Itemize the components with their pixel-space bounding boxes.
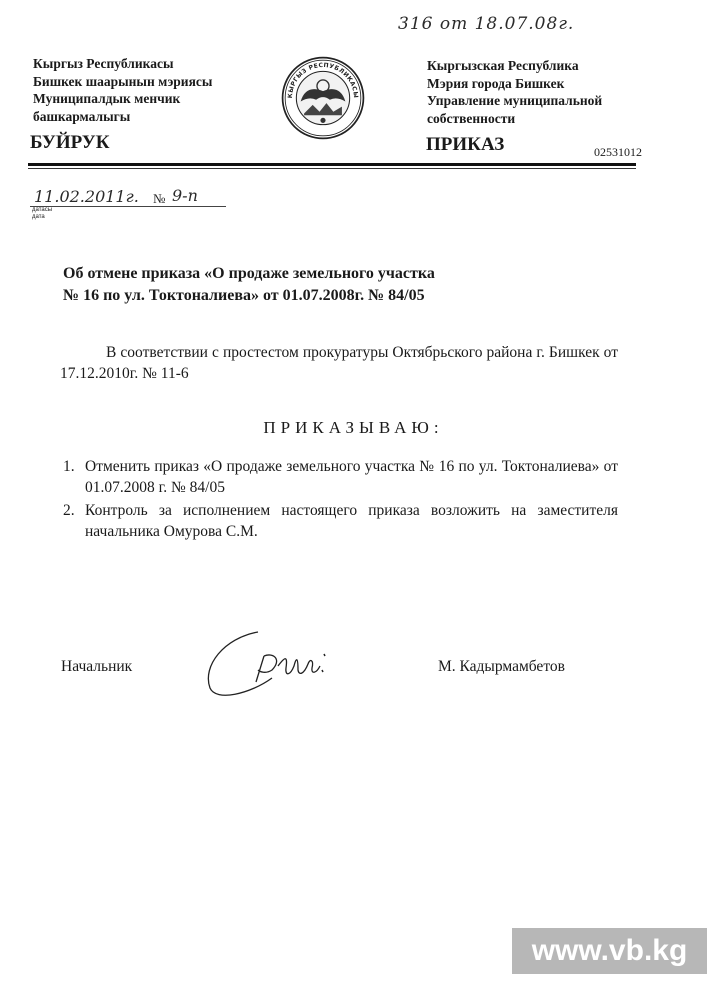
- signature-icon: [198, 618, 348, 708]
- signatory-name: М. Кадырмамбетов: [438, 658, 565, 675]
- order-title-line: Об отмене приказа «О продаже земельного участка: [63, 265, 435, 282]
- preamble-paragraph: В соответствии с простестом прокуратуры Октябрьского района г. Бишкек от 17.12.2010г. № 11-6: [60, 344, 618, 382]
- header-ru-line: Мэрия города Бишкек: [427, 75, 565, 91]
- header-ky-line: Бишкек шаарынын мэриясы: [33, 73, 213, 89]
- order-items: [63, 456, 618, 544]
- order-item: [63, 456, 618, 498]
- date-caption: [32, 207, 52, 221]
- doc-type-russian: ПРИКАЗ: [426, 134, 505, 155]
- date-underline: [30, 206, 226, 207]
- order-date: 11.02.2011г.: [34, 187, 139, 206]
- item-text: Контроль за исполнением настоящего приказа возложить на заместителя начальника Омурова С.М.: [85, 502, 618, 540]
- header-russian: [427, 57, 602, 127]
- number-sign: №: [153, 191, 166, 206]
- date-label-ru: дата: [32, 214, 45, 220]
- order-number: 9-п: [172, 186, 198, 205]
- header-ky-line: башкармалыгы: [33, 108, 131, 124]
- order-title-line: № 16 по ул. Токтоналиева» от 01.07.2008г. № 84/05: [63, 287, 425, 304]
- item-number: 1.: [63, 458, 75, 475]
- header-kyrgyz: [33, 55, 212, 125]
- date-label-ky: датасы: [32, 207, 53, 213]
- header-ky-line: Муниципалдык менчик: [33, 91, 181, 106]
- header-divider: [28, 163, 636, 166]
- state-emblem-icon: [280, 55, 366, 141]
- item-number: 2.: [63, 502, 75, 519]
- watermark: www.vb.kg: [512, 928, 707, 974]
- header-ru-line: собственности: [427, 110, 516, 126]
- signatory-role: Начальник: [61, 658, 133, 675]
- item-text: Отменить приказ «О продаже земельного участка № 16 по ул. Токтоналиева» от 01.07.2008 г. № 84/05: [85, 458, 618, 496]
- order-item: [63, 500, 618, 542]
- header-divider-thin: [28, 168, 636, 169]
- serial-number: 02531012: [594, 145, 642, 159]
- header-ru-line: Кыргызская Республика: [427, 58, 579, 73]
- doc-type-kyrgyz: БУЙРУК: [30, 132, 110, 153]
- emblem-text: КЫРГЫЗ РЕСПУБЛИКАСЫ: [286, 61, 360, 99]
- header-ky-line: Кыргыз Республикасы: [33, 56, 174, 71]
- order-heading: ПРИКАЗЫВАЮ:: [263, 418, 444, 437]
- order-title: [63, 263, 435, 307]
- header-ru-line: Управление муниципальной: [427, 93, 603, 108]
- registration-note: 316 от 18.07.08г.: [398, 14, 575, 34]
